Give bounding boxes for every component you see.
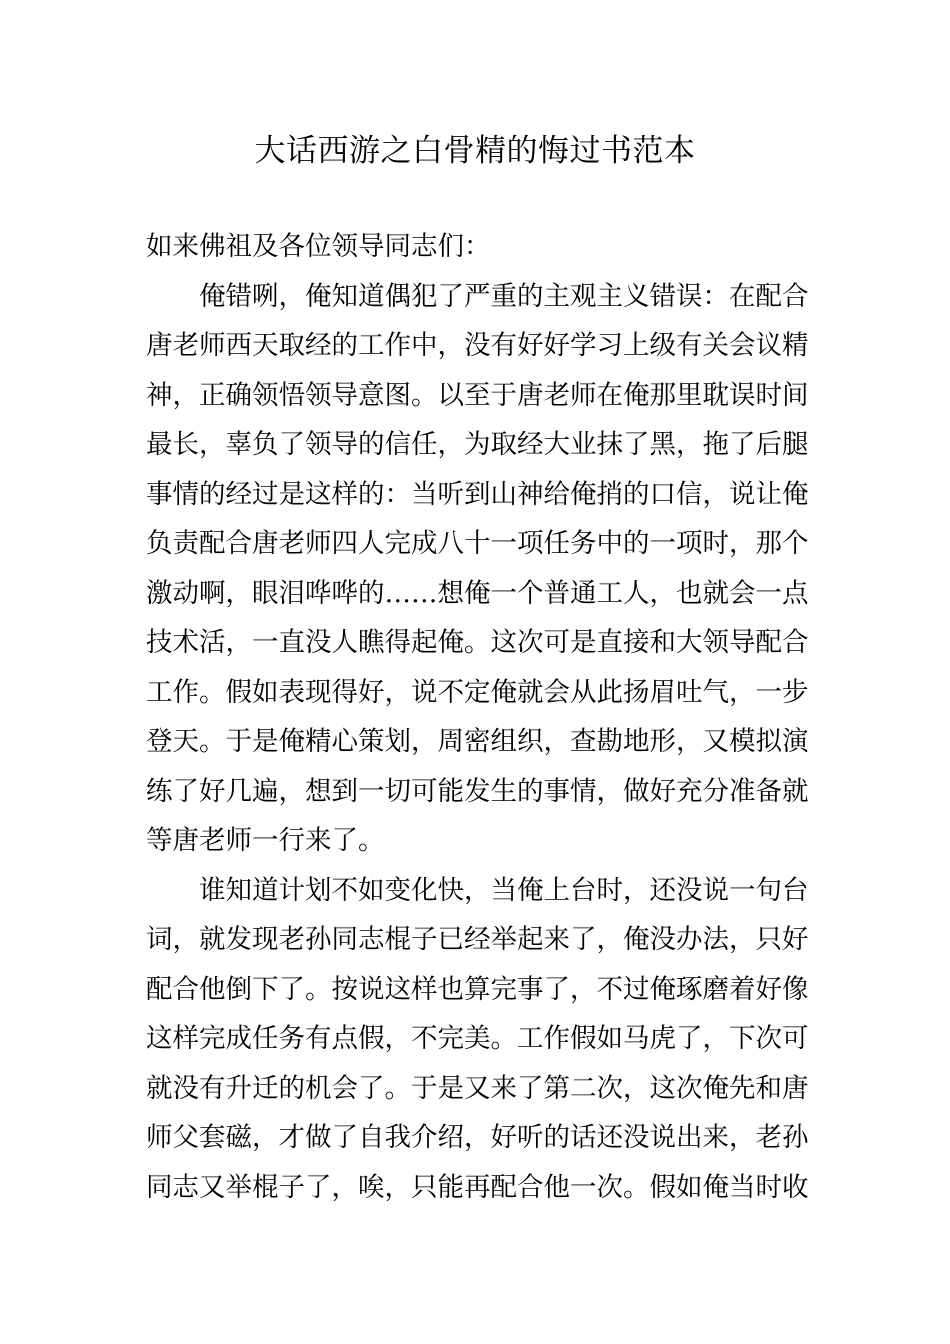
- salutation: 如来佛祖及各位领导同志们：: [146, 231, 491, 262]
- paragraph-line: 等唐老师一行来了。: [146, 825, 385, 856]
- paragraph-line: 就没有升迁的机会了。于是又来了第二次，这次俺先和唐: [146, 1072, 809, 1104]
- paragraph-1: [146, 272, 809, 866]
- paragraph-line: 这样完成任务有点假，不完美。工作假如马虎了，下次可: [146, 1023, 809, 1054]
- paragraph-line: 负责配合唐老师四人完成八十一项任务中的一项时，那个: [146, 528, 809, 559]
- paragraph-line: 技术活，一直没人瞧得起俺。这次可是直接和大领导配合: [146, 627, 809, 658]
- paragraph-line: 神，正确领悟领导意图。以至于唐老师在俺那里耽误时间: [146, 379, 809, 411]
- paragraph-line: 谁知道计划不如变化快，当俺上台时，还没说一句台: [199, 874, 809, 906]
- paragraph-line: 事情的经过是这样的：当听到山神给俺捎的口信，说让俺: [146, 478, 809, 510]
- document-title: 大话西游之白骨精的悔过书范本: [254, 133, 696, 169]
- paragraph-line: 登天。于是俺精心策划，周密组织，查勘地形，又模拟演: [146, 726, 809, 757]
- paragraph-line: 俺错咧，俺知道偶犯了严重的主观主义错误：在配合: [199, 280, 809, 312]
- paragraph-line: 唐老师西天取经的工作中，没有好好学习上级有关会议精: [146, 330, 809, 361]
- document-body: [146, 222, 809, 1212]
- paragraph-line: 配合他倒下了。按说这样也算完事了，不过俺琢磨着好像: [146, 973, 809, 1005]
- paragraph-line: 最长，辜负了领导的信任，为取经大业抹了黑，拖了后腿: [146, 429, 809, 460]
- paragraph-line: 同志又举棍子了，唉，只能再配合他一次。假如俺当时收: [146, 1171, 809, 1203]
- paragraph-2: [146, 866, 809, 1213]
- paragraph-line: 词，就发现老孙同志棍子已经举起来了，俺没办法，只好: [146, 924, 809, 955]
- paragraph-line: 激动啊，眼泪哗哗的……想俺一个普通工人，也就会一点: [146, 577, 809, 609]
- paragraph-line: 练了好几遍，想到一切可能发生的事情，做好充分准备就: [146, 775, 809, 807]
- paragraph-line: 工作。假如表现得好，说不定俺就会从此扬眉吐气，一步: [146, 676, 809, 708]
- paragraph-line: 师父套磁，才做了自我介绍，好听的话还没说出来，老孙: [146, 1122, 809, 1153]
